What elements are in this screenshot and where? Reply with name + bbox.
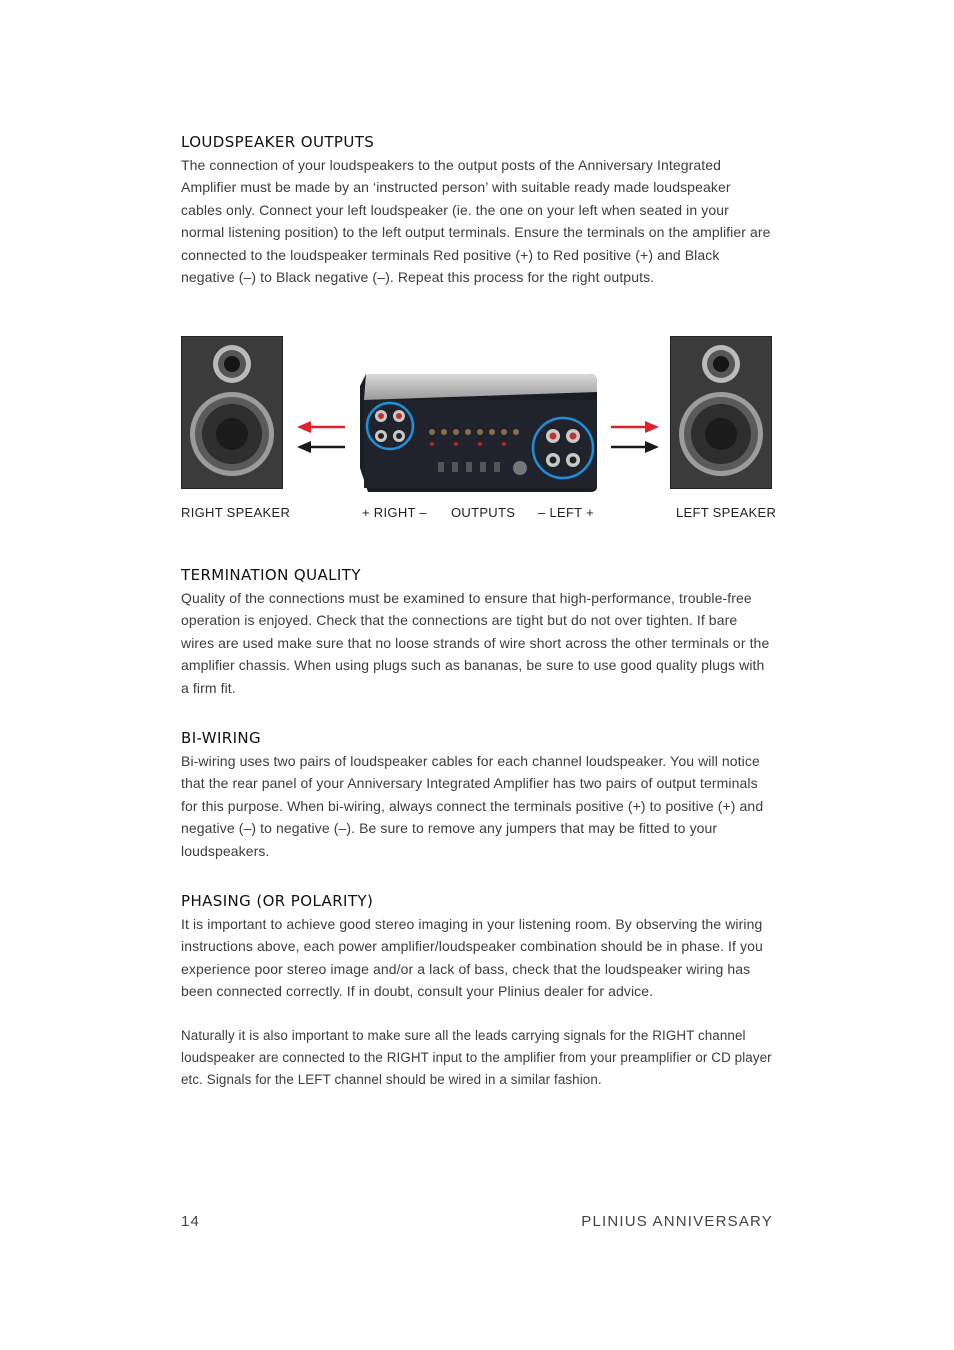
heading-termination-quality: TERMINATION QUALITY (181, 566, 361, 584)
caption-left-speaker: LEFT SPEAKER (676, 505, 777, 520)
caption-outputs: OUTPUTS (451, 505, 516, 520)
amplifier-rear-panel-image (360, 372, 598, 493)
text-phasing-note: Naturally it is also important to make sure all the leads carrying signals for the RIGHT channel loudspeaker are connected to the RIGHT input to the amplifier from your preamplifier or CD player etc. Signals for the LEFT channel should be wired in a similar fashion. (181, 1027, 772, 1088)
right-channel-arrows (297, 419, 347, 455)
text-loudspeaker-outputs: The connection of your loudspeakers to the output posts of the Anniversary Integrated Amplifier must be made by an ‘instructed person’ with suitable ready made loudspeaker cables only. Connect your left loudspeaker (ie. the one on your left when seated in your normal listening position) to the left output terminals. Ensure the terminals on the amplifier are connected to the loudspeaker terminals Red positive (+) to Red positive (+) and Black negative (–) to Black negative (–). Repeat this process for the right outputs. (181, 157, 771, 286)
text-phasing: It is important to achieve good stereo imaging in your listening room. By observing the wiring instructions above, each power amplifier/loudspeaker combination should be in phase. If you experience poor stereo image and/or a lack of bass, check that the loudspeaker wiring has been connected correctly. If in doubt, consult your Plinius dealer for advice. (181, 916, 763, 1000)
section-termination-quality (181, 566, 773, 699)
heading-phasing: PHASING (OR POLARITY) (181, 892, 374, 910)
caption-right-terminals: + RIGHT – (362, 505, 427, 520)
heading-bi-wiring: BI-WIRING (181, 729, 262, 747)
text-termination-quality: Quality of the connections must be examined to ensure that high-performance, trouble-free operation is enjoyed. Check that the connections are tight but do not over tighten. If bare wires are used make sure that no loose strands of wire short across the other terminals or the amplifier chassis. When using plugs such as bananas, be sure to use good quality plugs with a firm fit. (181, 590, 770, 696)
page-number: 14 (181, 1213, 201, 1230)
footer-product-name: PLINIUS ANNIVERSARY (581, 1213, 773, 1230)
section-phasing (181, 892, 773, 1092)
wiring-diagram (181, 335, 777, 525)
right-speaker-image (181, 336, 283, 489)
left-channel-arrows (609, 419, 659, 455)
section-loudspeaker-outputs (181, 133, 773, 288)
left-speaker-image (670, 336, 772, 489)
text-bi-wiring: Bi-wiring uses two pairs of loudspeaker cables for each channel loudspeaker. You will notice that the rear panel of your Anniversary Integrated Amplifier has two pairs of output terminals for this purpose. When bi-wiring, always connect the terminals positive (+) to positive (+) and negative (–) to negative (–). Be sure to remove any jumpers that may be fitted to your loudspeakers. (181, 753, 764, 859)
caption-left-terminals: – LEFT + (538, 505, 594, 520)
section-bi-wiring (181, 729, 773, 862)
heading-loudspeaker-outputs: LOUDSPEAKER OUTPUTS (181, 133, 375, 151)
caption-right-speaker: RIGHT SPEAKER (181, 505, 291, 520)
